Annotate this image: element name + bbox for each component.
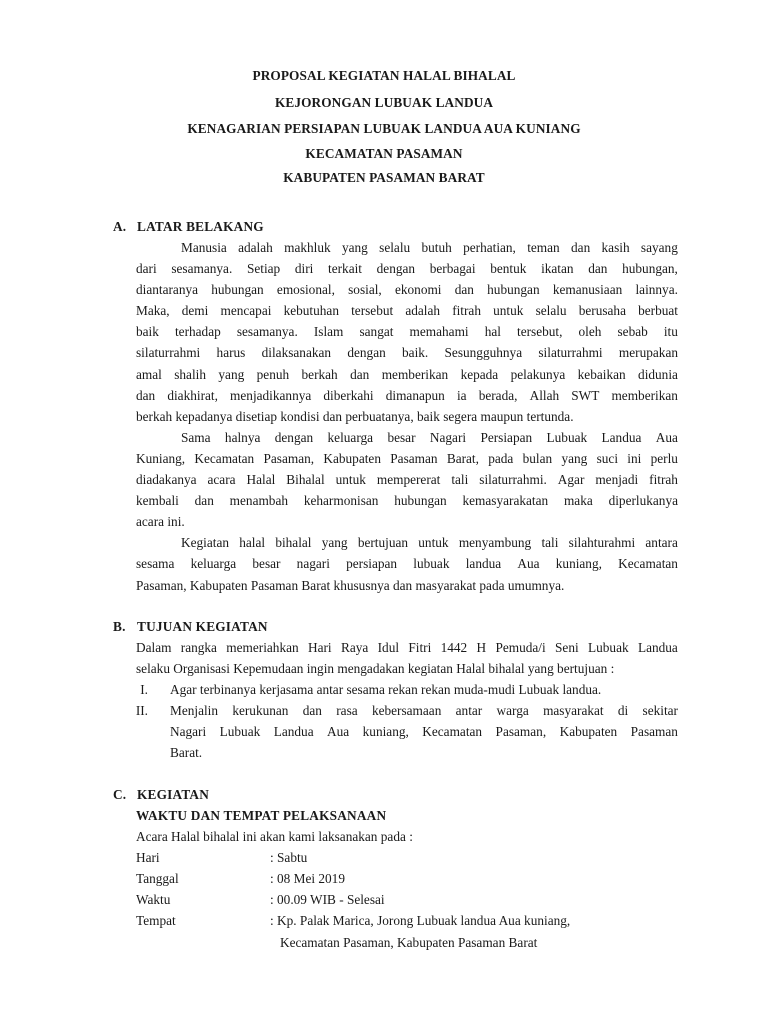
intro-line: selaku Organisasi Kepemudaan ingin mengadakan kegiatan Halal bihalal yang bertujuan :	[136, 661, 615, 677]
schedule-intro: Acara Halal bihalal ini akan kami laksanakan pada :	[136, 829, 413, 844]
schedule-label: Tempat	[136, 913, 176, 928]
para1-line: dan diakhirat, menjadikannya diberkahi dimanapun ia berada, Allah SWT memberikan	[136, 387, 678, 403]
para2-line: diadakanya acara Halal Bihalal untuk mempererat tali silaturrahmi. Agar menjadi fitrah	[136, 472, 678, 488]
schedule-value: : 00.09 WIB - Selesai	[270, 892, 385, 907]
para1-line: amal shalih yang penuh berkah dan memberikan kepada pelakunya kebaikan didunia	[136, 366, 678, 382]
section-c-subheading	[136, 808, 386, 824]
schedule-label: Tanggal	[136, 871, 179, 886]
list-number: I.	[140, 682, 148, 697]
intro-line: Dalam rangka memeriahkan Hari Raya Idul Fitri 1442 H Pemuda/i Seni Lubuak Landua	[136, 640, 678, 655]
section-b-title: TUJUAN KEGIATAN	[137, 619, 268, 634]
section-b-letter: B.	[113, 619, 126, 634]
title-line-1: PROPOSAL KEGIATAN HALAL BIHALAL	[252, 68, 516, 83]
section-c-subtitle: WAKTU DAN TEMPAT PELAKSANAAN	[136, 808, 387, 823]
schedule-label: Hari	[136, 850, 160, 865]
list-line: Barat.	[170, 745, 203, 761]
para1-line: Maka, demi mencapai kebutuhan tersebut adalah fitrah untuk selalu berusaha berbuat	[136, 303, 678, 319]
schedule-value: : 08 Mei 2019	[270, 871, 345, 886]
title-line-2: KEJORONGAN LUBUAK LANDUA	[274, 95, 494, 110]
section-c-title: KEGIATAN	[137, 787, 210, 802]
list-line: Agar terbinanya kerjasama antar sesama rekan rekan muda-mudi Lubuak landua.	[170, 682, 602, 697]
list-line: Menjalin kerukunan dan rasa kebersamaan antar warga masyarakat di sekitar	[170, 703, 678, 718]
para2-line: Sama halnya dengan keluarga besar Nagari Persiapan Lubuak Landua Aua	[181, 429, 678, 445]
section-c-letter: C.	[113, 787, 127, 802]
para3-line: Kegiatan halal bihalal yang bertujuan untuk menyambung tali silahturahmi antara	[181, 535, 678, 551]
para3-line: Pasaman, Kabupaten Pasaman Barat khususnya dan masyarakat pada umumnya.	[136, 577, 565, 593]
para1-line: baik terhadap sesamanya. Islam sangat memahami hal tersebut, oleh sebab itu	[136, 324, 678, 340]
title-line-5: KABUPATEN PASAMAN BARAT	[283, 170, 485, 185]
para1-line: berkah kepadanya disetiap kondisi dan perbuatanya, baik segera maupun tertunda.	[136, 408, 574, 424]
para2-line: acara ini.	[136, 514, 185, 530]
section-b-intro	[136, 637, 678, 679]
schedule-value-continuation: Kecamatan Pasaman, Kabupaten Pasaman Barat	[280, 935, 538, 950]
para2-line: Kuniang, Kecamatan Pasaman, Kabupaten Pasaman Barat, pada bulan yang suci ini perlu	[136, 450, 678, 466]
section-a-letter: A.	[113, 219, 127, 234]
para3-line: sesama keluarga besar nagari persiapan lubuak landua Aua kuniang, Kecamatan	[136, 556, 678, 572]
para1-line: dari sesamanya. Setiap diri terkait dengan berbagai bentuk ikatan dan hubungan,	[136, 261, 678, 277]
section-a-title: LATAR BELAKANG	[137, 219, 264, 234]
list-number: II.	[135, 703, 148, 718]
list-line: Nagari Lubuak Landua Aua kuniang, Kecamatan Pasaman, Kabupaten Pasaman	[170, 724, 678, 740]
title-line-3: KENAGARIAN PERSIAPAN LUBUAK LANDUA AUA KUNIANG	[187, 121, 581, 136]
schedule-value: : Kp. Palak Marica, Jorong Lubuak landua Aua kuniang,	[270, 913, 571, 928]
schedule-value: : Sabtu	[270, 850, 308, 865]
para2-line: kembali dan menambah keharmonisan hubungan kemasyarakatan maka diperlukanya	[136, 493, 678, 509]
para1-line: Manusia adalah makhluk yang selalu butuh perhatian, teman dan kasih sayang	[181, 240, 678, 255]
para1-line: silaturrahmi harus dilaksanakan dengan baik. Sesungguhnya silaturrahmi merupakan	[136, 345, 678, 361]
para1-line: diantaranya hubungan emosional, sosial, ekonomi dan hubungan kemanusiaan lainnya.	[136, 282, 678, 298]
schedule-label: Waktu	[136, 892, 171, 907]
section-a-paragraph-1	[136, 237, 678, 596]
title-line-4: KECAMATAN PASAMAN	[305, 146, 463, 161]
